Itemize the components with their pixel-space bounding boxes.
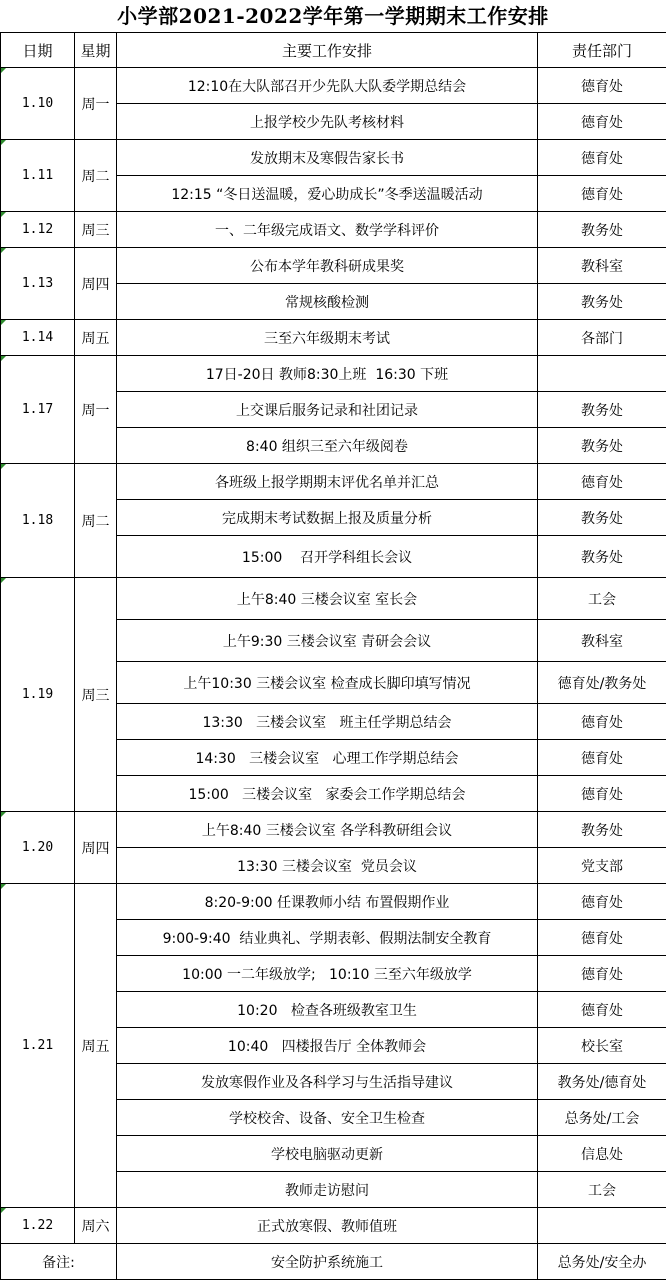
dept-cell: 德育处: [538, 104, 666, 140]
cell-marker-icon: [1, 356, 6, 361]
weekday-cell: 周六: [75, 1208, 117, 1244]
date-cell: 1.13: [1, 248, 75, 320]
date-cell: 1.14: [1, 320, 75, 356]
weekday-cell: 周五: [75, 320, 117, 356]
dept-cell: 教务处/德育处: [538, 1064, 666, 1100]
task-cell: 15:00 召开学科组长会议: [117, 536, 538, 578]
cell-marker-icon: [1, 464, 6, 469]
dept-cell: 德育处: [538, 176, 666, 212]
task-cell: 8:20-9:00 任课教师小结 布置假期作业: [117, 884, 538, 920]
header-date: 日期: [1, 33, 75, 68]
task-cell: 上午8:40 三楼会议室 室长会: [117, 578, 538, 620]
header-row: [1, 33, 666, 68]
dept-cell: 信息处: [538, 1136, 666, 1172]
cell-marker-icon: [1, 578, 6, 583]
task-cell: 14:30 三楼会议室 心理工作学期总结会: [117, 740, 538, 776]
dept-cell: 德育处: [538, 464, 666, 500]
task-cell: 学校电脑驱动更新: [117, 1136, 538, 1172]
weekday-cell: 周一: [75, 68, 117, 140]
cell-marker-icon: [1, 1208, 6, 1213]
dept-cell: 德育处: [538, 68, 666, 104]
cell-marker-icon: [1, 212, 6, 217]
cell-marker-icon: [1, 140, 6, 145]
table-row: [1, 320, 666, 356]
header-dept: 责任部门: [538, 33, 666, 68]
dept-cell: [538, 1208, 666, 1244]
task-cell: 9:00-9:40 结业典礼、学期表彰、假期法制安全教育: [117, 920, 538, 956]
weekday-cell: 周四: [75, 248, 117, 320]
dept-cell: 德育处: [538, 884, 666, 920]
header-task: 主要工作安排: [117, 33, 538, 68]
task-cell: 常规核酸检测: [117, 284, 538, 320]
dept-cell: 教务处: [538, 428, 666, 464]
date-cell: 1.10: [1, 68, 75, 140]
table-row: [1, 578, 666, 620]
task-cell: 上午8:40 三楼会议室 各学科教研组会议: [117, 812, 538, 848]
dept-cell: 教务处: [538, 536, 666, 578]
date-cell: 1.22: [1, 1208, 75, 1244]
task-cell: 10:00 一二年级放学; 10:10 三至六年级放学: [117, 956, 538, 992]
dept-cell: 德育处: [538, 740, 666, 776]
table-row: [1, 140, 666, 176]
dept-cell: 教务处: [538, 284, 666, 320]
dept-cell: 德育处: [538, 992, 666, 1028]
cell-marker-icon: [1, 884, 6, 889]
schedule-body: [1, 68, 666, 1280]
dept-cell: 教务处: [538, 392, 666, 428]
task-cell: 上午9:30 三楼会议室 青研会会议: [117, 620, 538, 662]
task-cell: 12:15 “冬日送温暖，爱心助成长”冬季送温暖活动: [117, 176, 538, 212]
task-cell: 上交课后服务记录和社团记录: [117, 392, 538, 428]
dept-cell: 德育处: [538, 920, 666, 956]
task-cell: 发放寒假作业及各科学习与生活指导建议: [117, 1064, 538, 1100]
task-cell: 完成期末考试数据上报及质量分析: [117, 500, 538, 536]
table-row: [1, 884, 666, 920]
dept-cell: 教科室: [538, 620, 666, 662]
dept-cell: 德育处: [538, 704, 666, 740]
task-cell: 各班级上报学期期末评优名单并汇总: [117, 464, 538, 500]
dept-cell: 工会: [538, 578, 666, 620]
date-cell: 1.20: [1, 812, 75, 884]
table-row: [1, 464, 666, 500]
dept-cell: 各部门: [538, 320, 666, 356]
task-cell: 8:40 组织三至六年级阅卷: [117, 428, 538, 464]
task-cell: 公布本学年教科研成果奖: [117, 248, 538, 284]
date-cell: 1.19: [1, 578, 75, 812]
table-row: [1, 356, 666, 392]
dept-cell: 校长室: [538, 1028, 666, 1064]
remark-dept: 总务处/安全办: [538, 1244, 666, 1280]
table-row: [1, 212, 666, 248]
date-cell: 1.21: [1, 884, 75, 1208]
weekday-cell: 周三: [75, 212, 117, 248]
task-cell: 学校校舍、设备、安全卫生检查: [117, 1100, 538, 1136]
task-cell: 15:00 三楼会议室 家委会工作学期总结会: [117, 776, 538, 812]
table-row: [1, 1208, 666, 1244]
table-row: [1, 68, 666, 104]
task-cell: 上午10:30 三楼会议室 检查成长脚印填写情况: [117, 662, 538, 704]
task-cell: 教师走访慰问: [117, 1172, 538, 1208]
task-cell: 13:30 三楼会议室 班主任学期总结会: [117, 704, 538, 740]
task-cell: 12:10在大队部召开少先队大队委学期总结会: [117, 68, 538, 104]
cell-marker-icon: [1, 320, 6, 325]
dept-cell: 德育处: [538, 956, 666, 992]
cell-marker-icon: [1, 68, 6, 73]
dept-cell: 工会: [538, 1172, 666, 1208]
weekday-cell: 周一: [75, 356, 117, 464]
dept-cell: [538, 356, 666, 392]
task-cell: 上报学校少先队考核材料: [117, 104, 538, 140]
task-cell: 13:30 三楼会议室 党员会议: [117, 848, 538, 884]
dept-cell: 德育处: [538, 140, 666, 176]
dept-cell: 德育处: [538, 776, 666, 812]
weekday-cell: 周四: [75, 812, 117, 884]
table-row: [1, 248, 666, 284]
page-title: 小学部2021-2022学年第一学期期末工作安排: [0, 0, 666, 32]
task-cell: 10:20 检查各班级教室卫生: [117, 992, 538, 1028]
date-cell: 1.18: [1, 464, 75, 578]
date-cell: 1.17: [1, 356, 75, 464]
task-cell: 一、二年级完成语文、数学学科评价: [117, 212, 538, 248]
date-cell: 1.12: [1, 212, 75, 248]
date-cell: 1.11: [1, 140, 75, 212]
dept-cell: 教科室: [538, 248, 666, 284]
weekday-cell: 周二: [75, 464, 117, 578]
task-cell: 10:40 四楼报告厅 全体教师会: [117, 1028, 538, 1064]
dept-cell: 总务处/工会: [538, 1100, 666, 1136]
dept-cell: 党支部: [538, 848, 666, 884]
dept-cell: 德育处/教务处: [538, 662, 666, 704]
remark-label: 备注:: [1, 1244, 117, 1280]
task-cell: 三至六年级期末考试: [117, 320, 538, 356]
cell-marker-icon: [1, 248, 6, 253]
dept-cell: 教务处: [538, 212, 666, 248]
weekday-cell: 周五: [75, 884, 117, 1208]
remark-row: [1, 1244, 666, 1280]
schedule-table: [0, 32, 666, 1280]
table-row: [1, 812, 666, 848]
weekday-cell: 周三: [75, 578, 117, 812]
cell-marker-icon: [1, 812, 6, 817]
dept-cell: 教务处: [538, 812, 666, 848]
task-cell: 发放期末及寒假告家长书: [117, 140, 538, 176]
task-cell: 正式放寒假、教师值班: [117, 1208, 538, 1244]
remark-task: 安全防护系统施工: [117, 1244, 538, 1280]
weekday-cell: 周二: [75, 140, 117, 212]
dept-cell: 教务处: [538, 500, 666, 536]
task-cell: 17日-20日 教师8:30上班 16:30 下班: [117, 356, 538, 392]
header-weekday: 星期: [75, 33, 117, 68]
